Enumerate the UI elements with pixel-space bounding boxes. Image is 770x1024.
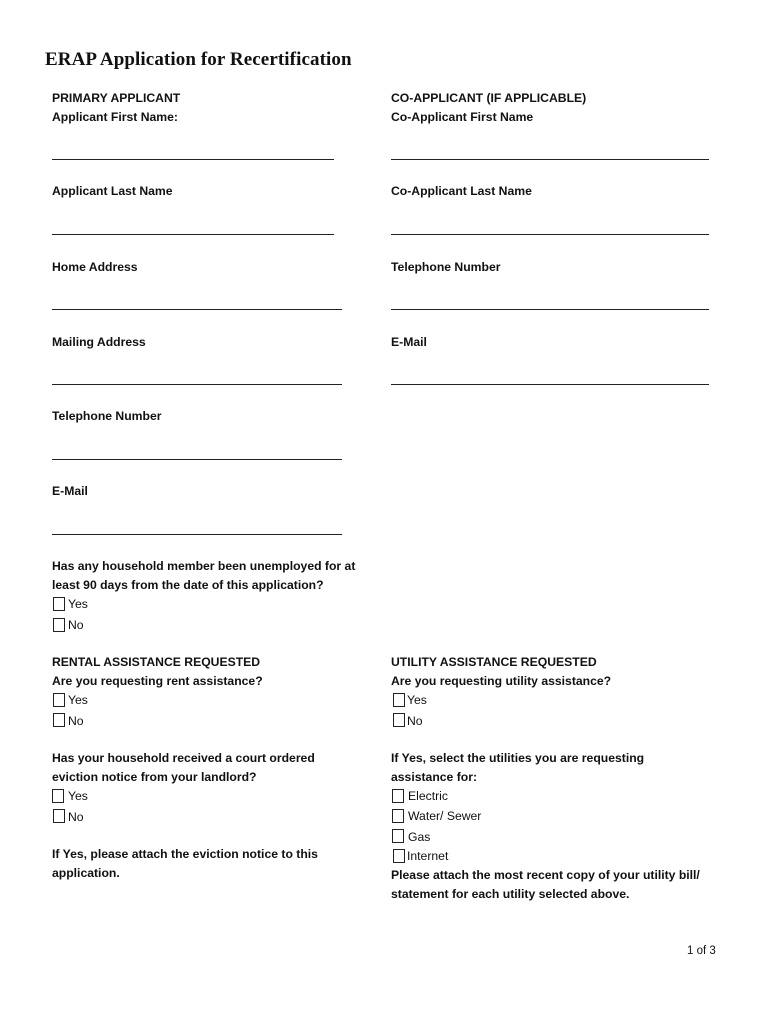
applicant-telephone-field[interactable] (52, 459, 342, 460)
eviction-no-label: No (68, 810, 84, 824)
utility-electric-checkbox[interactable] (392, 789, 404, 803)
utility-no-checkbox[interactable] (393, 713, 405, 727)
rental-assistance-question: Are you requesting rent assistance? (52, 674, 263, 688)
unemployed-question-line2: least 90 days from the date of this application? (52, 578, 324, 592)
eviction-yes-checkbox[interactable] (52, 789, 64, 803)
co-applicant-email-field[interactable] (391, 384, 709, 385)
mailing-address-field[interactable] (52, 384, 342, 385)
utility-select-line2: assistance for: (391, 770, 478, 784)
rental-assistance-heading: RENTAL ASSISTANCE REQUESTED (52, 655, 261, 669)
applicant-first-name-label: Applicant First Name: (52, 110, 178, 124)
rental-no-label: No (68, 714, 84, 728)
eviction-question-line1: Has your household received a court ordered (52, 751, 315, 765)
applicant-email-label: E-Mail (52, 484, 88, 498)
co-applicant-last-name-field[interactable] (391, 234, 709, 235)
mailing-address-label: Mailing Address (52, 335, 146, 349)
utility-yes-label: Yes (407, 693, 427, 707)
applicant-first-name-field[interactable] (52, 159, 334, 160)
unemployed-yes-label: Yes (68, 597, 88, 611)
rental-yes-label: Yes (68, 693, 88, 707)
applicant-email-field[interactable] (52, 534, 342, 535)
document-title: ERAP Application for Recertification (45, 49, 352, 70)
co-applicant-heading: CO-APPLICANT (IF APPLICABLE) (391, 91, 587, 105)
co-applicant-first-name-field[interactable] (391, 159, 709, 160)
home-address-label: Home Address (52, 260, 138, 274)
co-applicant-telephone-label: Telephone Number (391, 260, 501, 274)
utility-no-label: No (407, 714, 423, 728)
utility-gas-label: Gas (408, 830, 431, 844)
utility-note-line1: Please attach the most recent copy of your utility bill/ (391, 868, 700, 882)
unemployed-no-checkbox[interactable] (53, 618, 65, 632)
rental-yes-checkbox[interactable] (53, 693, 65, 707)
utility-assistance-question: Are you requesting utility assistance? (391, 674, 612, 688)
unemployed-no-label: No (68, 618, 84, 632)
co-applicant-first-name-label: Co-Applicant First Name (391, 110, 534, 124)
utility-gas-checkbox[interactable] (392, 829, 404, 843)
utility-water-sewer-checkbox[interactable] (392, 809, 404, 823)
applicant-last-name-field[interactable] (52, 234, 334, 235)
utility-assistance-heading: UTILITY ASSISTANCE REQUESTED (391, 655, 597, 669)
eviction-note-line2: application. (52, 866, 120, 880)
eviction-question-line2: eviction notice from your landlord? (52, 770, 257, 784)
utility-select-line1: If Yes, select the utilities you are requesting (391, 751, 645, 765)
unemployed-question-line1: Has any household member been unemployed for at (52, 559, 356, 573)
co-applicant-last-name-label: Co-Applicant Last Name (391, 184, 532, 198)
eviction-note-line1: If Yes, please attach the eviction notice to this (52, 847, 318, 861)
rental-no-checkbox[interactable] (53, 713, 65, 727)
utility-internet-checkbox[interactable] (393, 849, 405, 863)
co-applicant-telephone-field[interactable] (391, 309, 709, 310)
eviction-yes-label: Yes (68, 789, 88, 803)
page-number: 1 of 3 (687, 945, 716, 957)
applicant-telephone-label: Telephone Number (52, 409, 162, 423)
home-address-field[interactable] (52, 309, 342, 310)
co-applicant-email-label: E-Mail (391, 335, 427, 349)
eviction-no-checkbox[interactable] (53, 809, 65, 823)
applicant-last-name-label: Applicant Last Name (52, 184, 173, 198)
utility-electric-label: Electric (408, 789, 448, 803)
unemployed-yes-checkbox[interactable] (53, 597, 65, 611)
utility-yes-checkbox[interactable] (393, 693, 405, 707)
primary-applicant-heading: PRIMARY APPLICANT (52, 91, 181, 105)
utility-water-sewer-label: Water/ Sewer (408, 809, 482, 823)
utility-note-line2: statement for each utility selected above. (391, 887, 630, 901)
utility-internet-label: Internet (407, 849, 449, 863)
